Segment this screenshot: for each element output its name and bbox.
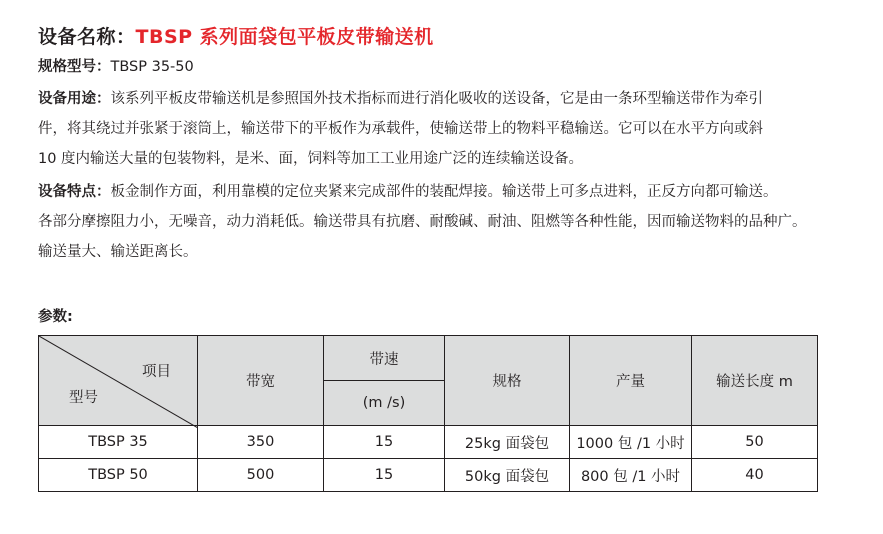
cell-speed: 15 [324,426,445,459]
features-line-2: 各部分摩擦阻力小，无噪音，动力消耗低。输送带具有抗磨、耐酸碱、耐油、阻燃等各种性能，因而输送物料的品种广。 [38,214,807,230]
spec-label: 规格型号： [38,59,111,75]
cell-output: 1000 包 /1 小时 [570,426,692,459]
params-table [38,335,818,492]
features-line-1: 设备特点：板金制作方面，利用靠模的定位夹紧来完成部件的装配焊接。输送带上可多点进料，正反方向都可输送。 [38,184,778,200]
header-speed-unit: (m /s) [324,381,445,426]
params-label: 参数: [38,309,73,325]
usage-line-2: 件，将其绕过并张紧于滚筒上，输送带下的平板作为承载件，使输送带上的物料平稳输送。它可以在水平方向或斜 [38,121,763,137]
cell-length: 50 [692,426,818,459]
header-length: 输送长度 m [692,336,818,426]
header-item: 项目 [142,364,171,380]
header-model-item-cell [39,336,198,426]
header-output: 产量 [570,336,692,426]
header-speed: 带速 [324,336,445,381]
spec-value: TBSP 35-50 [110,59,194,75]
header-model: 型号 [69,390,98,406]
device-name-label: 设备名称： [38,26,136,48]
features-line-3: 输送量大、输送距离长。 [38,244,198,260]
device-name-value: TBSP 系列面袋包平板皮带输送机 [135,26,434,48]
cell-model: TBSP 50 [39,459,198,492]
usage-line-1: 设备用途：该系列平板皮带输送机是参照国外技术指标而进行消化吸收的送设备，它是由一条环型输送带作为牵引 [38,91,763,107]
features-label: 设备特点： [38,184,111,200]
device-name-line [38,22,434,49]
cell-model: TBSP 35 [39,426,198,459]
cell-output: 800 包 /1 小时 [570,459,692,492]
spec-line [38,52,194,82]
table-row [39,459,818,492]
diagonal-divider [39,336,198,428]
header-width: 带宽 [198,336,324,426]
cell-width: 500 [198,459,324,492]
cell-width: 350 [198,426,324,459]
usage-line-3: 10 度内输送大量的包装物料，是米、面，饲料等加工工业用途广泛的连续输送设备。 [38,151,584,167]
cell-spec: 50kg 面袋包 [445,459,570,492]
table-row [39,426,818,459]
cell-spec: 25kg 面袋包 [445,426,570,459]
cell-length: 40 [692,459,818,492]
usage-block [38,84,763,174]
cell-speed: 15 [324,459,445,492]
features-block [38,177,807,267]
header-spec: 规格 [445,336,570,426]
usage-label: 设备用途： [38,91,111,107]
